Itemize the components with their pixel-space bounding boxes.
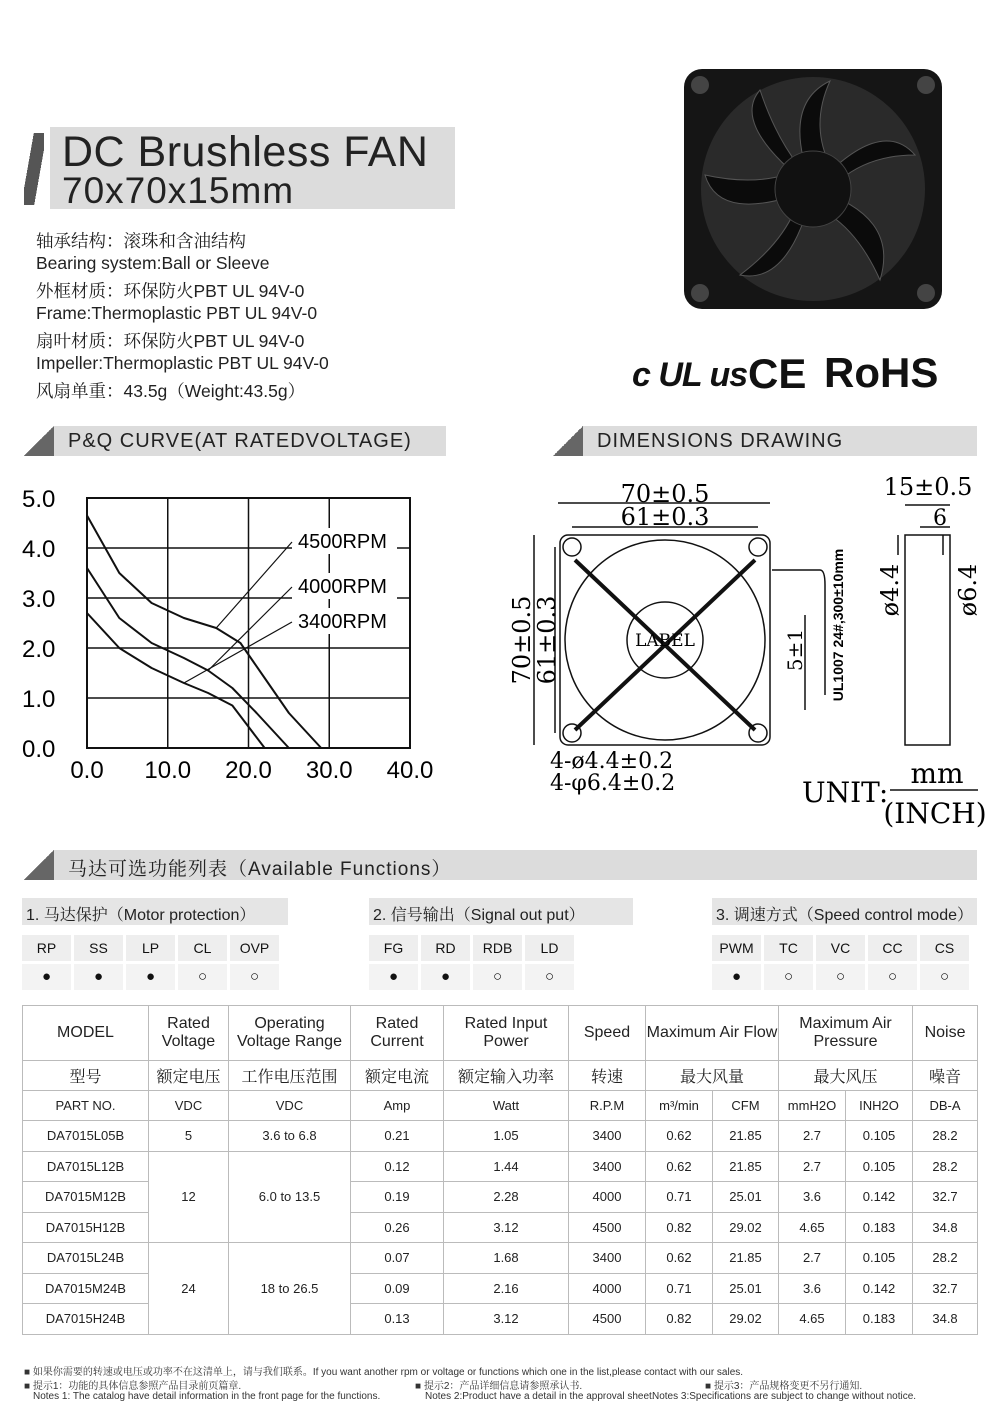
pressure-inh2o: 0.105 (846, 1121, 913, 1152)
speed: 4500 (569, 1304, 646, 1335)
pq-curve-chart (0, 470, 460, 790)
y-tick-label: 1.0 (22, 686, 56, 713)
input-power: 2.16 (444, 1273, 569, 1304)
part-number: DA7015H24B (23, 1304, 149, 1335)
noise: 28.2 (913, 1243, 978, 1274)
function-availability: ○ (473, 964, 522, 990)
airflow-cfm: 29.02 (713, 1212, 779, 1243)
unit-header: INH2O (846, 1091, 913, 1121)
table-row (23, 1121, 978, 1152)
spec-line: 扇叶材质：环保防火PBT UL 94V-0 (36, 331, 305, 351)
column-header: Maximum Air Flow (646, 1006, 779, 1061)
y-tick-label: 0.0 (22, 736, 56, 763)
pressure-mmh2o: 3.6 (779, 1273, 846, 1304)
function-option (712, 935, 761, 990)
x-tick-label: 0.0 (70, 757, 104, 784)
y-tick-label: 4.0 (22, 536, 56, 563)
function-option (178, 935, 227, 990)
column-header-cn: 噪音 (913, 1061, 978, 1091)
unit-header: CFM (713, 1091, 779, 1121)
function-code: OVP (230, 935, 279, 961)
series-label: 4000RPM (298, 576, 387, 598)
airflow-m3min: 0.62 (646, 1121, 713, 1152)
function-option (816, 935, 865, 990)
noise: 32.7 (913, 1182, 978, 1213)
input-power: 1.05 (444, 1121, 569, 1152)
voltage-range: 18 to 26.5 (229, 1243, 351, 1335)
product-title: DC Brushless FAN (62, 128, 429, 176)
triangle-icon (24, 426, 54, 456)
flange-dim: 6 (933, 506, 947, 531)
airflow-cfm: 25.01 (713, 1182, 779, 1213)
table-header-en (23, 1006, 978, 1061)
function-availability: ● (421, 964, 470, 990)
column-header: Rated Voltage (149, 1006, 229, 1061)
function-code: CS (920, 935, 969, 961)
spec-line: 风扇单重：43.5g（Weight:43.5g） (36, 381, 306, 401)
function-availability: ● (22, 964, 71, 990)
function-availability: ● (369, 964, 418, 990)
rated-current: 0.13 (351, 1304, 444, 1335)
lead-length-dim: 5±1 (783, 628, 807, 672)
hole-spec-1: 4-ø4.4±0.2 (550, 749, 674, 774)
triangle-icon (24, 850, 54, 880)
column-header: Operating Voltage Range (229, 1006, 351, 1061)
function-code: RD (421, 935, 470, 961)
curve-4000RPM (87, 568, 289, 748)
airflow-cfm: 29.02 (713, 1304, 779, 1335)
column-header-cn: 额定输入功率 (444, 1061, 569, 1091)
airflow-m3min: 0.62 (646, 1243, 713, 1274)
title-slash-decoration (24, 133, 44, 205)
input-power: 2.28 (444, 1182, 569, 1213)
fan-photo (680, 65, 948, 313)
note-3: Notes 3:Specifications are subject to change without notice. (652, 1391, 917, 1402)
spec-line: 外框材质：环保防火PBT UL 94V-0 (36, 281, 305, 301)
rated-voltage: 24 (149, 1243, 229, 1335)
input-power: 1.44 (444, 1151, 569, 1182)
function-availability: ○ (764, 964, 813, 990)
function-code: RP (22, 935, 71, 961)
part-number: DA7015L24B (23, 1243, 149, 1274)
function-group (712, 898, 977, 990)
curve-3400RPM (87, 613, 265, 748)
function-option (764, 935, 813, 990)
airflow-cfm: 21.85 (713, 1243, 779, 1274)
function-option (230, 935, 279, 990)
height-outer-dim: 70±0.5 (508, 595, 536, 685)
input-power: 3.12 (444, 1212, 569, 1243)
x-tick-label: 20.0 (225, 757, 272, 784)
series-leader-line (184, 622, 292, 683)
rohs-mark: RoHS (824, 349, 939, 396)
ul-cert-logo: c UL us (632, 356, 748, 394)
y-tick-label: 5.0 (22, 486, 56, 513)
label-text: LABEL (635, 631, 695, 651)
hole-diameter-small: ø4.4 (876, 563, 904, 617)
series-label: 4500RPM (298, 531, 387, 553)
rated-current: 0.19 (351, 1182, 444, 1213)
table-header-units (23, 1091, 978, 1121)
dimensions-section-header: DIMENSIONS DRAWING (553, 426, 977, 456)
note-2: Notes 2:Product have a detail in the approval sheet. (425, 1391, 655, 1402)
column-header-cn: 额定电压 (149, 1061, 229, 1091)
function-availability: ○ (230, 964, 279, 990)
function-code: SS (74, 935, 123, 961)
column-header: Maximum Air Pressure (779, 1006, 913, 1061)
airflow-m3min: 0.82 (646, 1304, 713, 1335)
y-tick-label: 3.0 (22, 586, 56, 613)
x-tick-label: 40.0 (386, 757, 434, 784)
unit-header: Watt (444, 1091, 569, 1121)
height-inner-dim: 61±0.3 (533, 595, 561, 685)
part-number: DA7015L12B (23, 1151, 149, 1182)
airflow-cfm: 25.01 (713, 1273, 779, 1304)
series-leader-line (216, 542, 292, 628)
function-option (421, 935, 470, 990)
column-header-cn: 额定电流 (351, 1061, 444, 1091)
input-power: 1.68 (444, 1243, 569, 1274)
pressure-inh2o: 0.142 (846, 1182, 913, 1213)
column-header-cn: 最大风量 (646, 1061, 779, 1091)
column-header-cn: 型号 (23, 1061, 149, 1091)
pq-section-header: P&Q CURVE(AT RATEDVOLTAGE) (24, 426, 446, 456)
function-availability: ● (712, 964, 761, 990)
function-code: LD (525, 935, 574, 961)
ce-mark: CE (748, 350, 807, 397)
function-availability: ○ (525, 964, 574, 990)
unit-label: UNIT: (802, 776, 889, 809)
unit-header: mmH2O (779, 1091, 846, 1121)
airflow-m3min: 0.71 (646, 1182, 713, 1213)
function-option (473, 935, 522, 990)
speed: 3400 (569, 1243, 646, 1274)
column-header-cn: 工作电压范围 (229, 1061, 351, 1091)
spec-line: 轴承结构：滚珠和含油结构 (36, 231, 246, 251)
y-tick-label: 2.0 (22, 636, 56, 663)
airflow-cfm: 21.85 (713, 1151, 779, 1182)
unit-mm: mm (910, 757, 964, 790)
speed: 3400 (569, 1121, 646, 1152)
pressure-inh2o: 0.183 (846, 1304, 913, 1335)
unit-header: m³/min (646, 1091, 713, 1121)
pressure-inh2o: 0.105 (846, 1243, 913, 1274)
function-group-title: 3. 调速方式（Speed control mode） (712, 898, 977, 925)
noise: 34.8 (913, 1304, 978, 1335)
functions-section-header: 马达可选功能列表（Available Functions） (24, 850, 977, 880)
unit-header: VDC (229, 1091, 351, 1121)
function-availability: ○ (816, 964, 865, 990)
input-power: 3.12 (444, 1304, 569, 1335)
function-availability: ○ (178, 964, 227, 990)
function-code: RDB (473, 935, 522, 961)
function-options (22, 935, 288, 990)
function-code: VC (816, 935, 865, 961)
x-tick-label: 30.0 (305, 757, 353, 784)
airflow-m3min: 0.82 (646, 1212, 713, 1243)
column-header: Rated Current (351, 1006, 444, 1061)
function-option (868, 935, 917, 990)
pressure-mmh2o: 2.7 (779, 1243, 846, 1274)
curve-4500RPM (87, 516, 321, 749)
x-tick-label: 10.0 (144, 757, 192, 784)
table-header-cn (23, 1061, 978, 1091)
column-header: Noise (913, 1006, 978, 1061)
column-header: MODEL (23, 1006, 149, 1061)
width-outer-dim: 70±0.5 (620, 480, 710, 508)
pressure-mmh2o: 3.6 (779, 1182, 846, 1213)
speed: 4500 (569, 1212, 646, 1243)
note-tip1: ■ 提示1：功能的具体信息参照产品目录前页篇章. (24, 1381, 242, 1392)
pressure-mmh2o: 4.65 (779, 1304, 846, 1335)
function-availability: ● (126, 964, 175, 990)
function-group (369, 898, 633, 990)
function-option (74, 935, 123, 990)
part-number: DA7015M24B (23, 1273, 149, 1304)
dimensions-drawing (500, 465, 990, 835)
spec-line: Frame:Thermoplastic PBT UL 94V-0 (36, 303, 318, 323)
function-options (712, 935, 977, 990)
pressure-mmh2o: 4.65 (779, 1212, 846, 1243)
pressure-mmh2o: 2.7 (779, 1121, 846, 1152)
function-code: FG (369, 935, 418, 961)
function-option (22, 935, 71, 990)
rated-current: 0.09 (351, 1273, 444, 1304)
noise: 32.7 (913, 1273, 978, 1304)
function-code: LP (126, 935, 175, 961)
unit-header: Amp (351, 1091, 444, 1121)
function-option (126, 935, 175, 990)
function-group-title: 2. 信号输出（Signal out put） (369, 898, 633, 925)
function-option (525, 935, 574, 990)
function-options (369, 935, 633, 990)
unit-header: VDC (149, 1091, 229, 1121)
rated-voltage: 12 (149, 1151, 229, 1243)
unit-inch: (INCH) (883, 797, 987, 830)
note-tip3: ■ 提示3：产品规格变更不另行通知. (705, 1381, 863, 1392)
thickness-dim: 15±0.5 (883, 473, 973, 501)
airflow-m3min: 0.62 (646, 1151, 713, 1182)
series-label: 3400RPM (298, 611, 387, 633)
column-header: Speed (569, 1006, 646, 1061)
spec-line: Impeller:Thermoplastic PBT UL 94V-0 (36, 353, 329, 373)
function-code: TC (764, 935, 813, 961)
note-1: Notes 1: The catalog have detail information in the front page for the functions. (33, 1391, 381, 1402)
pressure-mmh2o: 2.7 (779, 1151, 846, 1182)
product-size: 70x70x15mm (62, 170, 295, 211)
unit-header: R.P.M (569, 1091, 646, 1121)
spec-line: Bearing system:Ball or Sleeve (36, 253, 270, 273)
note-tip2: ■ 提示2：产品详细信息请参照承认书. (415, 1381, 583, 1392)
function-option (369, 935, 418, 990)
wire-spec: UL1007 24#,300±10mm (830, 548, 846, 702)
function-group (22, 898, 288, 990)
function-availability: ○ (868, 964, 917, 990)
function-availability: ● (74, 964, 123, 990)
function-code: CC (868, 935, 917, 961)
noise: 28.2 (913, 1151, 978, 1182)
airflow-m3min: 0.71 (646, 1273, 713, 1304)
spec-table (22, 1005, 978, 1335)
voltage-range: 6.0 to 13.5 (229, 1151, 351, 1243)
pressure-inh2o: 0.105 (846, 1151, 913, 1182)
unit-header: DB-A (913, 1091, 978, 1121)
hole-diameter-large: ø6.4 (954, 563, 982, 617)
speed: 4000 (569, 1273, 646, 1304)
rated-current: 0.12 (351, 1151, 444, 1182)
airflow-cfm: 21.85 (713, 1121, 779, 1152)
part-number: DA7015L05B (23, 1121, 149, 1152)
function-availability: ○ (920, 964, 969, 990)
part-number: DA7015H12B (23, 1212, 149, 1243)
pressure-inh2o: 0.183 (846, 1212, 913, 1243)
speed: 4000 (569, 1182, 646, 1213)
rated-current: 0.21 (351, 1121, 444, 1152)
rated-voltage: 5 (149, 1121, 229, 1152)
hole-spec-2: 4-φ6.4±0.2 (550, 771, 676, 796)
triangle-icon (553, 426, 583, 456)
pressure-inh2o: 0.142 (846, 1273, 913, 1304)
rated-current: 0.26 (351, 1212, 444, 1243)
function-code: PWM (712, 935, 761, 961)
column-header-cn: 转速 (569, 1061, 646, 1091)
column-header: Rated Input Power (444, 1006, 569, 1061)
voltage-range: 3.6 to 6.8 (229, 1121, 351, 1152)
speed: 3400 (569, 1151, 646, 1182)
width-inner-dim: 61±0.3 (620, 503, 710, 531)
note-contact: ■ 如果你需要的转速或电压或功率不在这清单上，请与我们联系。If you want another rpm or voltage or functions which one in the list,please contact with our sales. (24, 1367, 744, 1378)
unit-header: PART NO. (23, 1091, 149, 1121)
table-row (23, 1151, 978, 1182)
function-code: CL (178, 935, 227, 961)
rated-current: 0.07 (351, 1243, 444, 1274)
function-group-title: 1. 马达保护（Motor protection） (22, 898, 288, 925)
column-header-cn: 最大风压 (779, 1061, 913, 1091)
noise: 34.8 (913, 1212, 978, 1243)
table-row (23, 1243, 978, 1274)
part-number: DA7015M12B (23, 1182, 149, 1213)
function-option (920, 935, 969, 990)
noise: 28.2 (913, 1121, 978, 1152)
